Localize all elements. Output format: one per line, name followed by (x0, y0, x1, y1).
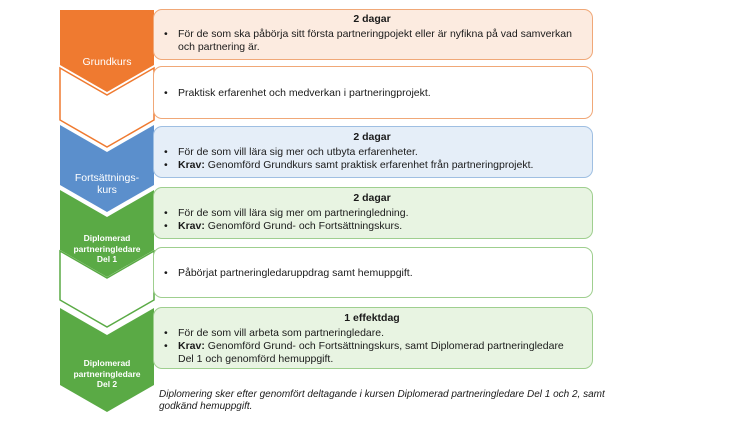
label-del2: Diplomerad partneringledare Del 2 (73, 358, 141, 389)
grundkurs-practice-bullet: • Praktisk erfarenhet och medverkan i partneringprojekt. (162, 87, 582, 100)
fortsattningskurs-details-box (153, 126, 593, 178)
del1-requirement: • Krav: Genomförd Grund- och Fortsättningskurs. (162, 220, 582, 233)
del1-assignment-box (153, 247, 593, 298)
grundkurs-practice-box (153, 66, 593, 119)
fortsattningskurs-requirement: • Krav: Genomförd Grundkurs samt praktisk erfarenhet från partneringprojekt. (162, 159, 582, 172)
label-del1: Diplomerad partneringledare Del 1 (73, 233, 141, 264)
del2-details-box (153, 307, 593, 369)
del1-bullet: • För de som vill lära sig mer om partneringledning. (162, 207, 582, 220)
fortsattningskurs-duration: 2 dagar (353, 131, 391, 143)
footnote: Diplomering sker efter genomfört deltagande i kursen Diplomerad partneringledare Del 1 och 2, samt godkänd hemuppgift. (159, 389, 605, 412)
del1-duration: 2 dagar (353, 192, 391, 204)
del1-details-box (153, 187, 593, 239)
del2-duration: 1 effektdag (344, 312, 400, 324)
grundkurs-bullet: • För de som ska påbörja sitt första partneringpojekt eller är nyfikna på vad samverkan och partnering är. (162, 28, 582, 54)
label-grundkurs: Grundkurs (82, 56, 132, 68)
grundkurs-duration: 2 dagar (353, 13, 391, 25)
grundkurs-details-box (153, 9, 593, 60)
del2-requirement: • Krav: Genomförd Grund- och Fortsättningskurs, samt Diplomerad partneringledare Del 1 och genomförd hemuppgift. (162, 340, 582, 366)
del1-assignment-bullet: • Påbörjat partneringledaruppdrag samt hemuppgift. (162, 267, 582, 280)
fortsattningskurs-bullet: • För de som vill lära sig mer och utbyta erfarenheter. (162, 146, 582, 159)
label-fortsattningskurs: Fortsättnings-kurs (74, 172, 140, 196)
del2-bullet: • För de som vill arbeta som partneringledare. (162, 327, 582, 340)
